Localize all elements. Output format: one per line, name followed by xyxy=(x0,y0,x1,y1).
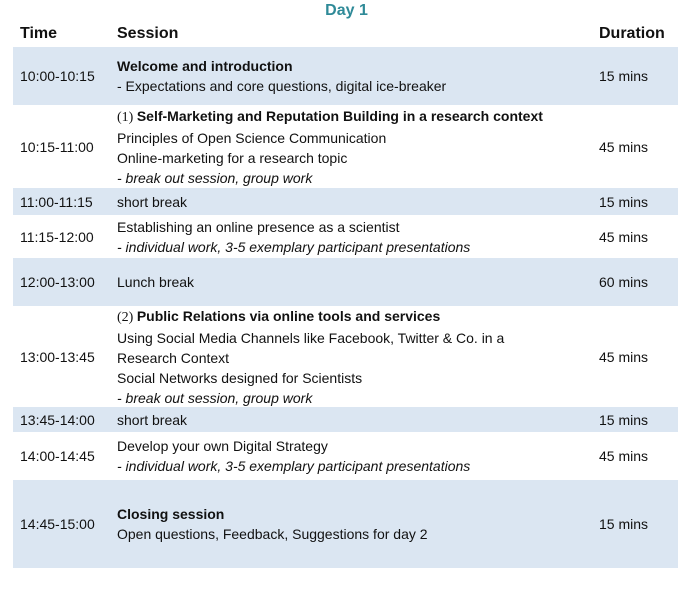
row-duration: 15 mins xyxy=(599,68,649,84)
row-session xyxy=(117,306,537,408)
session-line xyxy=(117,306,537,328)
row-session xyxy=(117,272,587,292)
row-duration: 45 mins xyxy=(599,138,649,155)
schedule-row xyxy=(13,432,678,480)
schedule-row xyxy=(13,258,678,306)
row-session xyxy=(117,436,587,476)
row-duration: 15 mins xyxy=(599,411,649,428)
schedule-row xyxy=(13,407,678,432)
schedule-row xyxy=(13,215,678,258)
day-title: Day 1 xyxy=(325,2,368,19)
row-duration: 45 mins xyxy=(599,348,649,365)
session-number: (2) xyxy=(117,309,137,325)
session-line: short break xyxy=(117,411,188,428)
session-number: (1) xyxy=(117,109,137,125)
session-line: Social Networks designed for Scientists xyxy=(117,369,363,386)
session-line: Online-marketing for a research topic xyxy=(117,149,348,166)
row-session xyxy=(117,192,587,212)
row-time: 14:45-15:00 xyxy=(20,516,95,532)
session-line: Lunch break xyxy=(117,274,195,290)
row-time: 12:00-13:00 xyxy=(20,274,95,290)
header-time: Time xyxy=(20,25,58,42)
session-line: Using Social Media Channels like Facebook, Twitter & Co. in a Research Context xyxy=(117,329,505,366)
row-time: 10:15-11:00 xyxy=(20,138,94,155)
row-duration: 15 mins xyxy=(599,193,649,210)
header-duration: Duration xyxy=(599,25,665,42)
row-duration: 45 mins xyxy=(599,228,649,245)
row-duration: 15 mins xyxy=(599,516,649,532)
session-line: Develop your own Digital Strategy xyxy=(117,438,328,454)
session-line: - individual work, 3-5 exemplary participant presentations xyxy=(117,238,471,255)
session-line: Welcome and introduction xyxy=(117,58,293,74)
row-time: 13:45-14:00 xyxy=(20,411,95,428)
row-time: 11:00-11:15 xyxy=(20,193,93,210)
row-session xyxy=(117,217,587,257)
session-line: - break out session, group work xyxy=(117,389,313,406)
row-time: 14:00-14:45 xyxy=(20,448,95,464)
session-line: short break xyxy=(117,193,188,210)
schedule-row xyxy=(13,480,678,568)
row-session xyxy=(117,106,587,188)
row-time: 13:00-13:45 xyxy=(20,348,95,365)
session-line: - break out session, group work xyxy=(117,169,313,186)
schedule-row xyxy=(13,105,678,188)
row-session xyxy=(117,410,587,430)
session-line xyxy=(117,106,587,128)
row-time: 11:15-12:00 xyxy=(20,228,94,245)
session-line: - individual work, 3-5 exemplary participant presentations xyxy=(117,458,471,474)
row-duration: 60 mins xyxy=(599,274,649,290)
session-line: Open questions, Feedback, Suggestions for day 2 xyxy=(117,526,428,542)
session-line: - Expectations and core questions, digital ice-breaker xyxy=(117,78,447,94)
row-session xyxy=(117,504,587,544)
row-session xyxy=(117,56,587,96)
schedule-row xyxy=(13,47,678,105)
session-title: Self-Marketing and Reputation Building in a research context xyxy=(136,107,543,124)
session-line: Closing session xyxy=(117,506,225,522)
schedule-row xyxy=(13,188,678,215)
schedule-row xyxy=(13,306,678,407)
row-duration: 45 mins xyxy=(599,448,649,464)
session-title: Public Relations via online tools and services xyxy=(136,307,441,324)
header-session: Session xyxy=(117,25,179,42)
session-line: Establishing an online presence as a scientist xyxy=(117,218,400,235)
session-line: Principles of Open Science Communication xyxy=(117,129,387,146)
row-time: 10:00-10:15 xyxy=(20,68,95,84)
